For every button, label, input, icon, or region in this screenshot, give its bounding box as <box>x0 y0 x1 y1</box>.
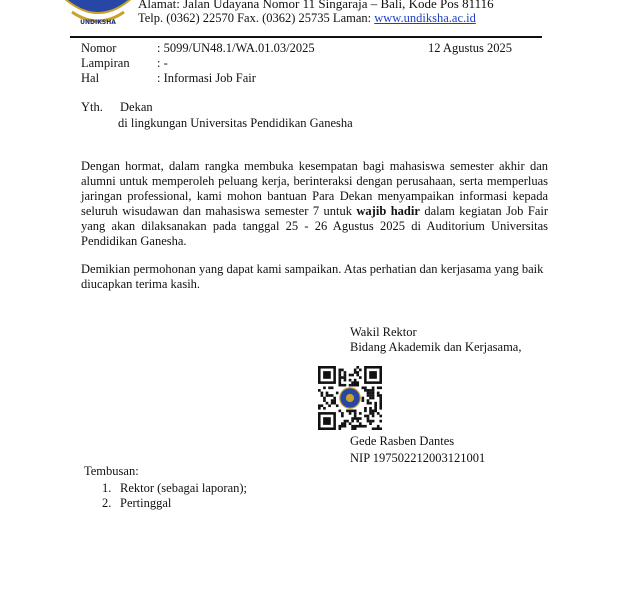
header-address: Alamat: Jalan Udayana Nomor 11 Singaraja – Bali, Kode Pos 81116 <box>138 0 494 11</box>
svg-text:UNDIKSHA: UNDIKSHA <box>80 19 116 26</box>
meta-label-lampiran: Lampiran <box>81 56 130 70</box>
cc-item-number: 1. <box>102 481 112 495</box>
body-line: jaringan professional, kami mohon bantuan Para Dekan menyampaikan informasi kepada <box>81 189 548 203</box>
letter-date: 12 Agustus 2025 <box>428 41 513 55</box>
recipient-name: Dekan <box>120 100 153 114</box>
closing-line: Demikian permohonan yang dapat kami sampaikan. Atas perhatian dan kerjasama yang baik <box>81 262 544 276</box>
meta-value-hal: : Informasi Job Fair <box>157 71 256 85</box>
body-text: dalam kegiatan Job Fair <box>419 204 548 218</box>
body-line <box>81 204 548 219</box>
university-logo <box>58 0 138 30</box>
signatory-nip: NIP 197502212003121001 <box>350 451 486 465</box>
cc-title: Tembusan: <box>84 464 139 478</box>
signatory-title: Wakil Rektor <box>350 325 417 339</box>
closing-line: diucapkan terima kasih. <box>81 277 201 291</box>
meta-value-lampiran: : - <box>157 56 168 70</box>
emphasis-wajib-hadir: wajib hadir <box>356 204 420 218</box>
closing-paragraph <box>81 262 548 292</box>
cc-item: Rektor (sebagai laporan); <box>120 481 248 495</box>
qr-signature-code <box>318 366 382 430</box>
body-paragraph <box>81 159 548 249</box>
cc-item-number: 2. <box>102 496 112 510</box>
body-text: seluruh wisudawan dan mahasiswa semester 7 untuk <box>81 204 357 218</box>
signatory-department: Bidang Akademik dan Kerjasama, <box>350 340 522 354</box>
header-divider <box>70 36 542 38</box>
body-line: alumni untuk memperoleh peluang kerja, berinteraksi dengan perusahaan, serta memperluas <box>81 174 548 188</box>
recipient-salutation: Yth. <box>81 100 103 114</box>
signatory-name: Gede Rasben Dantes <box>350 434 455 448</box>
website-link[interactable]: www.undiksha.ac.id <box>374 11 476 25</box>
meta-label-nomor: Nomor <box>81 41 117 55</box>
body-line: yang akan dilaksanakan pada tanggal 25 - 26 Agustus 2025 di Auditorium Universitas <box>81 219 548 233</box>
body-line: Pendidikan Ganesha. <box>81 234 187 248</box>
meta-value-nomor: : 5099/UN48.1/WA.01.03/2025 <box>157 41 315 55</box>
cc-item: Pertinggal <box>120 496 172 510</box>
header-phone-fax: Telp. (0362) 22570 Fax. (0362) 25735 Laman: <box>138 11 375 25</box>
body-line: Dengan hormat, dalam rangka membuka kesempatan bagi mahasiswa semester akhir dan <box>81 159 548 173</box>
recipient-address: di lingkungan Universitas Pendidikan Ganesha <box>118 116 353 130</box>
header-contact <box>138 11 476 26</box>
meta-label-hal: Hal <box>81 71 100 85</box>
